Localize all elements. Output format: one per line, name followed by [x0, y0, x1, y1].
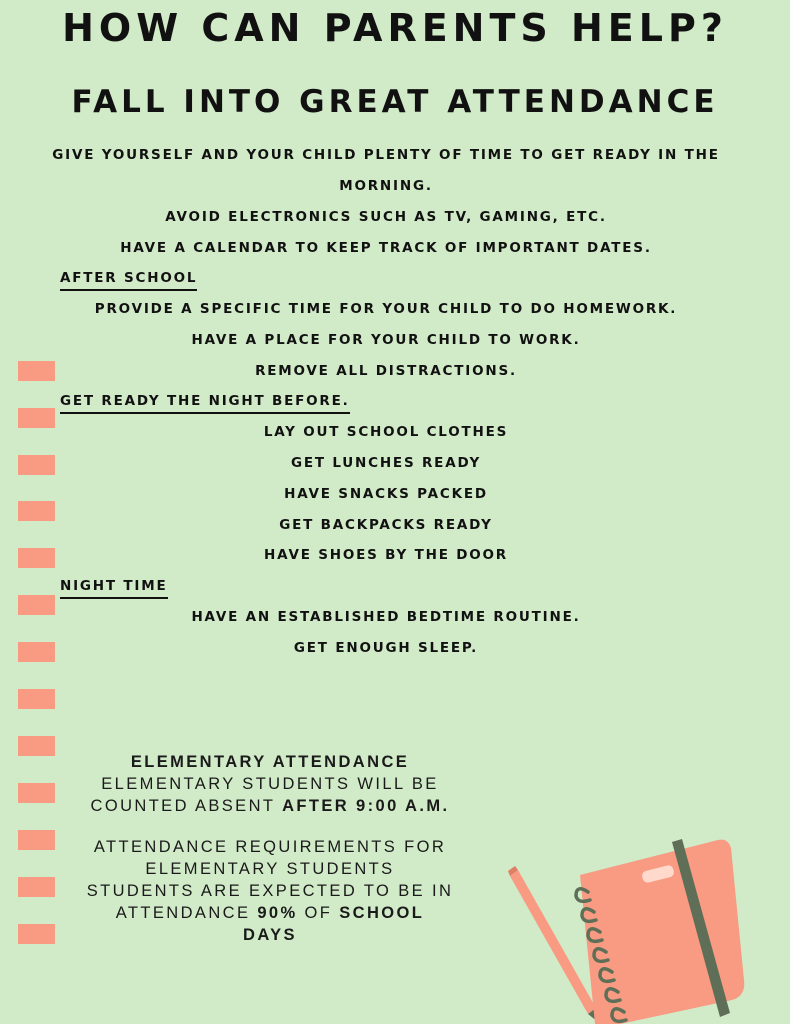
requirements-line-3: STUDENTS ARE EXPECTED TO BE IN — [86, 882, 454, 900]
attendance-line-1: ELEMENTARY STUDENTS WILL BE — [101, 775, 439, 793]
side-mark — [18, 361, 55, 381]
requirements-text-days: DAYS — [243, 926, 297, 944]
section-heading-after-school: AFTER SCHOOL — [60, 268, 197, 291]
side-mark — [18, 595, 55, 615]
night-time-item-2: GET ENOUGH SLEEP. — [293, 640, 479, 656]
attendance-line-2-text: COUNTED ABSENT — [90, 797, 283, 815]
side-mark — [18, 501, 55, 521]
page-title: HOW CAN PARENTS HELP? — [62, 6, 728, 50]
page-subtitle: FALL INTO GREAT ATTENDANCE — [71, 84, 719, 120]
notebook-icon — [500, 830, 760, 1024]
side-mark — [18, 455, 55, 475]
intro-line-3: AVOID ELECTRONICS SUCH AS TV, GAMING, ETC. — [165, 209, 607, 225]
attendance-requirements — [40, 836, 500, 946]
requirements-line-4 — [40, 902, 500, 924]
intro-line-4: HAVE A CALENDAR TO KEEP TRACK OF IMPORTANT DATES. — [120, 240, 652, 256]
night-before-item-5: HAVE SHOES BY THE DOOR — [264, 547, 508, 563]
night-before-item-3: HAVE SNACKS PACKED — [284, 486, 488, 502]
requirements-text-b: OF — [297, 904, 340, 922]
attendance-heading: ELEMENTARY ATTENDANCE — [130, 753, 410, 771]
requirements-percent: 90% — [257, 904, 298, 922]
night-before-item-4: GET BACKPACKS READY — [279, 517, 493, 533]
requirements-line-1: ATTENDANCE REQUIREMENTS FOR — [93, 838, 447, 856]
side-mark — [18, 642, 55, 662]
side-mark — [18, 408, 55, 428]
requirements-text-school: SCHOOL — [339, 904, 425, 922]
requirements-text-a: ATTENDANCE — [115, 904, 258, 922]
side-mark — [18, 548, 55, 568]
attendance-time: AFTER 9:00 A.M. — [282, 797, 450, 815]
night-before-item-2: GET LUNCHES READY — [290, 455, 482, 471]
intro-line-1: GIVE YOURSELF AND YOUR CHILD PLENTY OF TIME TO GET READY IN THE — [52, 147, 720, 163]
night-time-item-1: HAVE AN ESTABLISHED BEDTIME ROUTINE. — [191, 609, 581, 625]
night-before-item-1: LAY OUT SCHOOL CLOTHES — [263, 424, 509, 440]
after-school-item-1: PROVIDE A SPECIFIC TIME FOR YOUR CHILD TO DO HOMEWORK. — [94, 301, 678, 317]
attendance-info — [40, 751, 500, 817]
intro-line-2: MORNING. — [339, 178, 433, 194]
after-school-item-3: REMOVE ALL DISTRACTIONS. — [255, 363, 517, 379]
section-heading-night-before: GET READY THE NIGHT BEFORE. — [60, 391, 350, 414]
after-school-item-2: HAVE A PLACE FOR YOUR CHILD TO WORK. — [191, 332, 581, 348]
attendance-line-2 — [40, 795, 500, 817]
side-mark — [18, 689, 55, 709]
requirements-line-2: ELEMENTARY STUDENTS — [145, 860, 395, 878]
section-heading-night-time: NIGHT TIME — [60, 576, 168, 599]
